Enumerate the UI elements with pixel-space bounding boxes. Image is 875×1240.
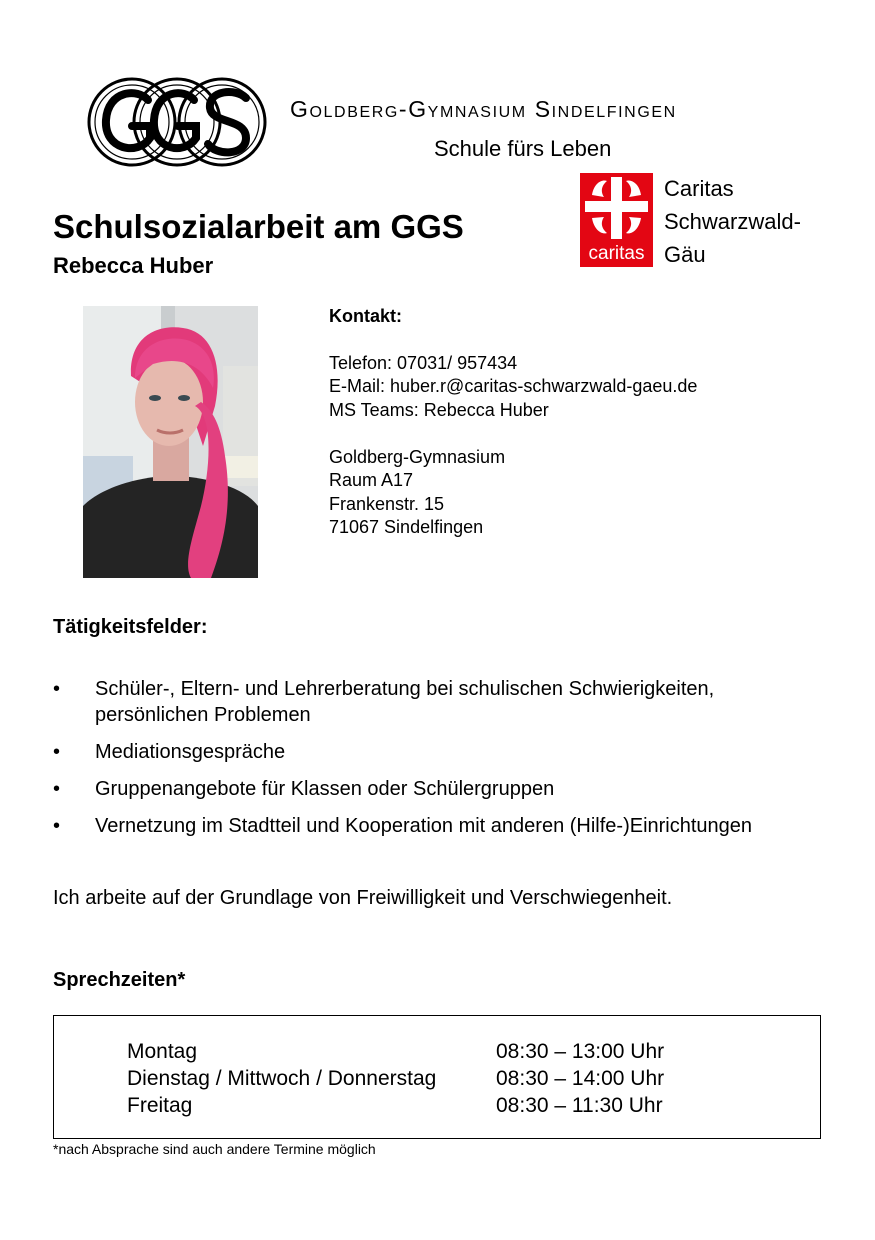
list-item-text: Schüler-, Eltern- und Lehrerberatung bei schulischen Schwierigkeiten, persönlichen Problemen	[95, 678, 715, 726]
list-item-text: Vernetzung im Stadtteil und Kooperation mit anderen (Hilfe-)Einrichtungen	[95, 815, 753, 837]
bullet-icon: •	[53, 778, 61, 800]
hours-day: Dienstag / Mittwoch / Donnerstag	[127, 1067, 437, 1090]
contact-phone: Telefon: 07031/ 957434	[329, 352, 518, 373]
list-item	[53, 776, 833, 802]
address-line: Raum A17	[329, 470, 414, 490]
address-line: Goldberg-Gymnasium	[329, 446, 506, 467]
caritas-line: Gäu	[664, 242, 706, 267]
list-item	[53, 676, 833, 728]
page-title: Schulsozialarbeit am GGS	[53, 208, 464, 245]
contact-teams: MS Teams: Rebecca Huber	[329, 399, 549, 420]
person-name: Rebecca Huber	[53, 253, 214, 278]
contact-block	[329, 305, 697, 540]
hours-time: 08:30 – 11:30 Uhr	[496, 1094, 663, 1117]
caritas-logo-word: caritas	[588, 243, 645, 264]
office-hours-heading: Sprechzeiten*	[53, 969, 186, 991]
caritas-flame-cross-icon	[580, 173, 653, 243]
footnote: *nach Absprache sind auch andere Termine möglich	[53, 1141, 376, 1157]
table-row	[127, 1038, 664, 1065]
bullet-icon: •	[53, 815, 61, 837]
principle-statement: Ich arbeite auf der Grundlage von Freiwilligkeit und Verschwiegenheit.	[53, 887, 673, 909]
portrait-photo	[83, 306, 258, 578]
bullet-icon: •	[53, 678, 61, 700]
contact-email: E-Mail: huber.r@caritas-schwarzwald-gaeu.de	[329, 376, 698, 396]
hours-day: Montag	[127, 1040, 198, 1063]
address-line: 71067 Sindelfingen	[329, 517, 484, 537]
caritas-line: Schwarzwald-	[664, 209, 801, 234]
table-row	[127, 1065, 664, 1092]
list-item	[53, 813, 833, 839]
address-line: Frankenstr. 15	[329, 493, 445, 514]
hours-time: 08:30 – 13:00 Uhr	[496, 1040, 665, 1063]
ggs-logo-icon	[86, 76, 268, 168]
school-name: Goldberg-Gymnasium Sindelfingen	[290, 96, 677, 122]
office-hours-table	[127, 1038, 664, 1119]
list-item	[53, 739, 833, 765]
hours-time: 08:30 – 14:00 Uhr	[496, 1067, 665, 1090]
bullet-icon: •	[53, 741, 61, 763]
school-motto: Schule fürs Leben	[434, 136, 612, 161]
caritas-org-name	[664, 172, 801, 271]
activities-list	[53, 676, 833, 850]
office-hours-box	[53, 1015, 821, 1139]
activities-heading: Tätigkeitsfelder:	[53, 616, 208, 638]
caritas-line: Caritas	[664, 176, 734, 201]
contact-heading: Kontakt:	[329, 306, 402, 326]
list-item-text: Mediationsgespräche	[95, 741, 286, 763]
table-row	[127, 1092, 664, 1119]
hours-day: Freitag	[127, 1094, 193, 1117]
caritas-logo	[580, 173, 653, 267]
list-item-text: Gruppenangebote für Klassen oder Schülergruppen	[95, 778, 555, 800]
